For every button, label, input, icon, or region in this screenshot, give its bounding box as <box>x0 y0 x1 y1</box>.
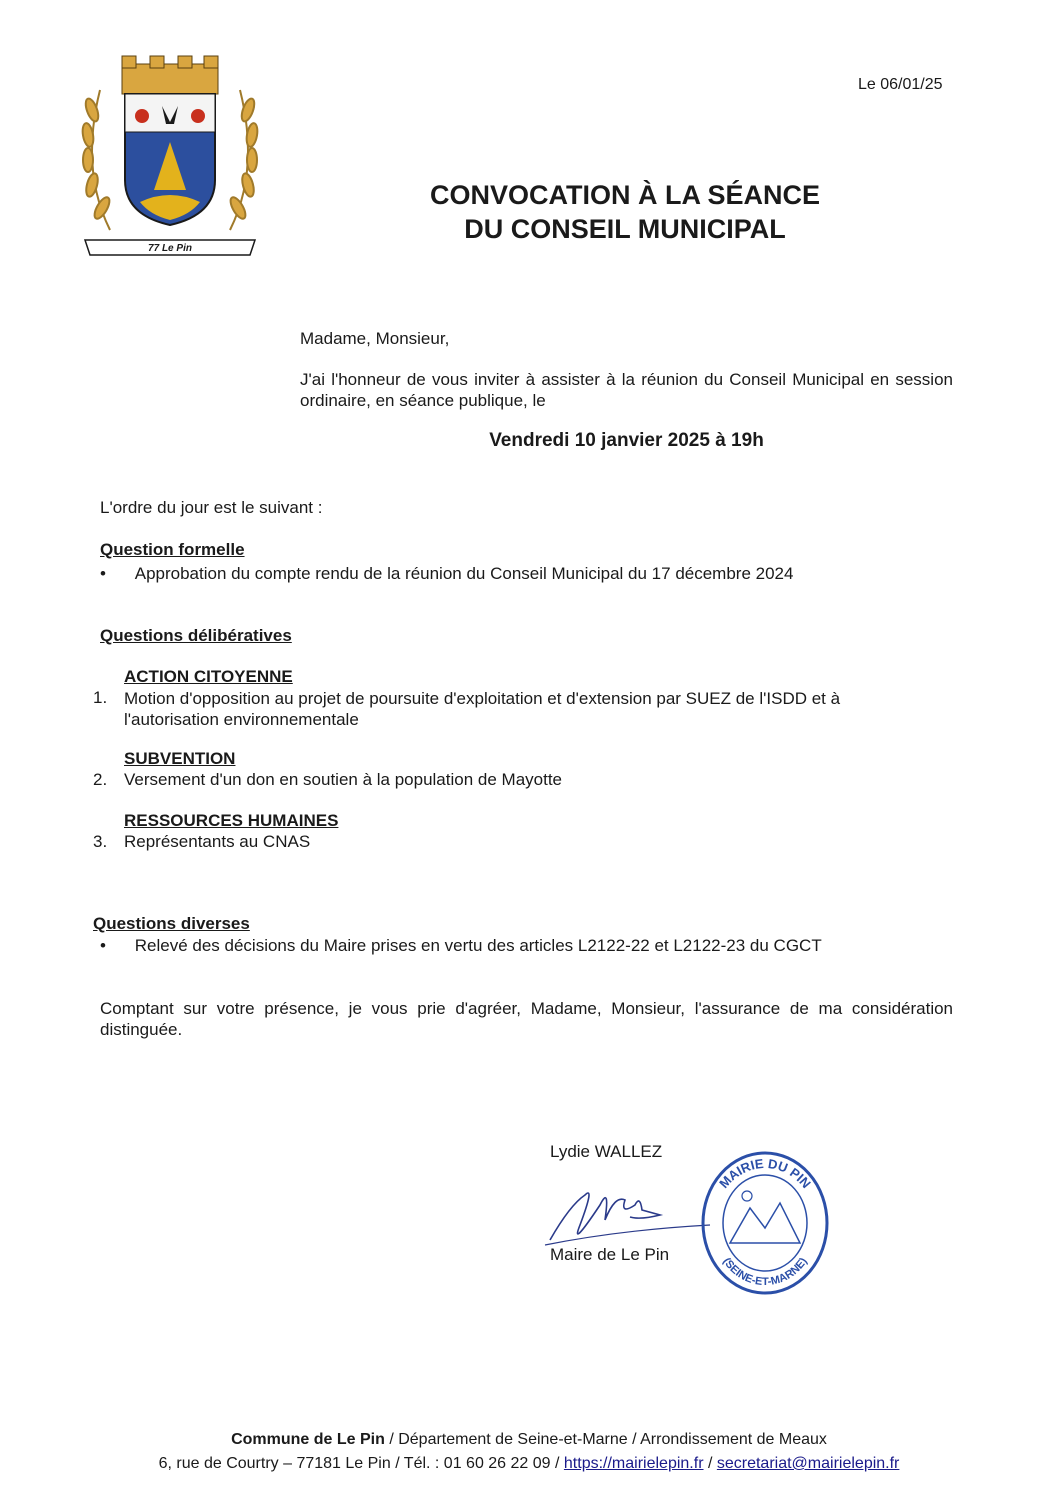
page-title-line2: DU CONSEIL MUNICIPAL <box>464 214 786 244</box>
signatory-role: Maire de Le Pin <box>550 1245 670 1264</box>
salutation: Madame, Monsieur, <box>300 329 450 348</box>
page-title-line1: CONVOCATION À LA SÉANCE <box>429 180 820 210</box>
coat-of-arms-logo <box>70 50 270 265</box>
section-formal-heading: Question formelle <box>100 540 245 559</box>
group-heading-ressources-humaines: RESSOURCES HUMAINES <box>124 811 339 830</box>
agenda-intro: L'ordre du jour est le suivant : <box>100 498 323 517</box>
letter-date: Le 06/01/25 <box>858 76 943 93</box>
invitation-paragraph: J'ai l'honneur de vous inviter à assister à la réunion du Conseil Municipal en session ordinaire, en séance publique, le <box>300 370 953 410</box>
footer-line1 <box>0 1428 1058 1452</box>
deliberative-item-text: Versement d'un don en soutien à la population de Mayotte <box>124 770 562 789</box>
item-number: 2. <box>93 770 108 789</box>
bullet-icon: • <box>100 564 106 583</box>
section-deliberative-heading: Questions délibératives <box>100 626 292 645</box>
footer-address: 6, rue de Courtry – 77181 Le Pin / Tél. : 01 60 26 22 09 / <box>158 1455 564 1472</box>
deliberative-item-text: Représentants au CNAS <box>124 832 311 851</box>
footer-separator: / <box>703 1455 717 1472</box>
group-heading-action-citoyenne: ACTION CITOYENNE <box>124 667 293 686</box>
list-item <box>100 936 822 956</box>
bullet-icon: • <box>100 936 106 955</box>
meeting-date: Vendredi 10 janvier 2025 à 19h <box>489 430 764 451</box>
footer-department: / Département de Seine-et-Marne / Arrondissement de Meaux <box>384 1431 827 1448</box>
email-link[interactable]: secretariat@mairielepin.fr <box>716 1455 900 1472</box>
closing-paragraph: Comptant sur votre présence, je vous prie d'agréer, Madame, Monsieur, l'assurance de ma considération distinguée. <box>100 999 953 1039</box>
item-number: 3. <box>93 832 108 851</box>
item-number: 1. <box>93 688 108 707</box>
miscellaneous-item-text: Relevé des décisions du Maire prises en vertu des articles L2122-22 et L2122-23 du CGCT <box>134 936 822 955</box>
signatory-name: Lydie WALLEZ <box>550 1142 663 1161</box>
footer-commune: Commune de Le Pin <box>231 1431 385 1448</box>
svg-text:(SEINE-ET-MARNE): (SEINE-ET-MARNE) <box>720 1255 810 1289</box>
deliberative-item-text: Motion d'opposition au projet de poursuite d'exploitation et d'extension par SUEZ de l'ISDD et à l'autorisation environnementale <box>124 689 841 729</box>
list-item <box>100 564 793 584</box>
crest-motto: 77 Le Pin <box>148 243 192 254</box>
mairie-stamp <box>695 1148 835 1298</box>
svg-text:MAIRIE DU PIN: MAIRIE DU PIN <box>716 1155 814 1192</box>
section-miscellaneous-heading: Questions diverses <box>93 914 250 933</box>
handwritten-signature <box>540 1165 720 1255</box>
formal-item-text: Approbation du compte rendu de la réunion du Conseil Municipal du 17 décembre 2024 <box>134 564 794 583</box>
group-heading-subvention: SUBVENTION <box>124 749 236 768</box>
footer-line2 <box>0 1452 1058 1476</box>
website-link[interactable]: https://mairielepin.fr <box>563 1455 704 1472</box>
